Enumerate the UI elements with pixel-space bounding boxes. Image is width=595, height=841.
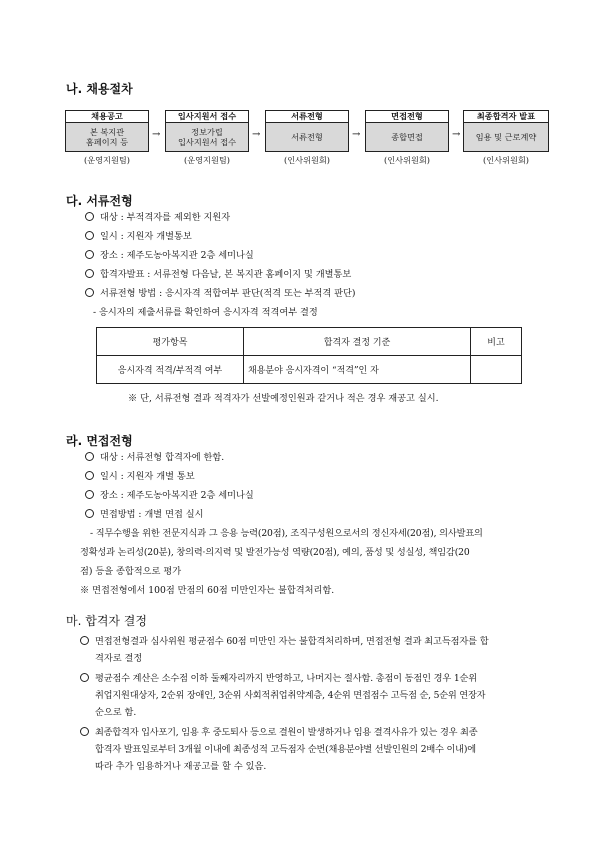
detail-line: - 직무수행을 위한 전문지식과 그 응용 능력(20점), 조직구성원으로서의 정신자세(20점), 의사발표의 — [90, 528, 483, 539]
list-item-text: 일시 : 지원자 개별 통보 — [100, 471, 195, 482]
list-item-text: 일시 : 지원자 개별통보 — [100, 231, 192, 242]
step-body-line: 임용 및 근로계약 — [475, 132, 537, 142]
note-text: ※ 단, 서류전형 결과 적격자가 선발예정인원과 같거나 적은 경우 재공고 실시. — [128, 393, 439, 404]
step-body — [65, 123, 149, 152]
table-row — [97, 356, 522, 384]
step-head: 입사지원서 접수 — [165, 110, 249, 123]
step-body-line: 종합면접 — [391, 132, 423, 142]
list-item-text: 장소 : 제주도농아복지관 2층 세미나실 — [100, 250, 254, 261]
arrow-icon: → — [152, 129, 161, 140]
arrow-icon: → — [252, 129, 261, 140]
list-item — [85, 268, 351, 281]
circle-bullet-icon — [85, 509, 94, 518]
table-header-cell: 비고 — [471, 328, 522, 356]
step-head: 서류전형 — [265, 110, 349, 123]
arrow-icon: → — [352, 129, 361, 140]
process-step-application — [165, 110, 249, 166]
list-item — [85, 230, 192, 243]
step-owner: (운영지원팀) — [84, 155, 130, 165]
detail-line: 정확성과 논리성(20분), 창의력·의지력 및 발전가능성 역량(20점), 예의, 품성 및 성실성, 책임감(20 — [80, 547, 470, 558]
step-body-line: 정보가립 — [191, 127, 223, 137]
circle-bullet-icon — [85, 231, 94, 240]
table-header-row — [97, 328, 522, 356]
note-text: ※ 면접전형에서 100점 만점의 60점 미만인자는 불합격처리함. — [80, 585, 335, 596]
step-owner: (인사위원회) — [384, 155, 430, 165]
list-item-text: 면접방법 : 개별 면접 실시 — [100, 509, 204, 520]
list-item-text: 면접전형결과 심사위원 평균점수 60점 미만인 자는 불합격처리하며, 면접전형 결과 최고득점자를 합 — [95, 636, 489, 647]
list-item-text: 대상 : 부적격자를 제외한 지원자 — [100, 212, 231, 223]
list-item — [85, 508, 204, 521]
list-item — [85, 489, 254, 502]
list-item — [85, 470, 195, 483]
circle-bullet-icon — [80, 673, 89, 682]
table-header-cell: 평가항목 — [97, 328, 244, 356]
section-title-document-screening: 다. 서류전형 — [66, 194, 133, 208]
process-step-interview — [365, 110, 449, 166]
step-body-line: 서류전형 — [291, 132, 323, 142]
list-item-text: 장소 : 제주도농아복지관 2층 세미나실 — [100, 490, 254, 501]
list-item — [80, 724, 550, 775]
list-item — [85, 249, 254, 262]
table-cell: 채용분야 응시자격이 “적격”인 자 — [244, 356, 471, 384]
list-item-text: 합격자발표 : 서류전형 다음날, 본 복지관 홈페이지 및 개별통보 — [100, 269, 352, 280]
step-body — [365, 123, 449, 152]
step-head: 채용공고 — [65, 110, 149, 123]
list-item-text: 합격자 발표일로부터 3개월 이내에 최종성적 고득점자 순번(채용분야별 선발인원의 2배수 이내)에 — [95, 744, 476, 755]
list-item — [85, 211, 230, 224]
section-title-recruitment-process: 나. 채용절차 — [66, 82, 133, 96]
list-item-text: 따라 추가 임용하거나 재공고를 할 수 있음. — [95, 761, 267, 772]
list-item-text: 서류전형 방법 : 응시자격 적합여부 판단(적격 또는 부적격 판단) — [100, 288, 356, 299]
step-body — [463, 123, 549, 152]
list-item-text: 평균점수 계산은 소수점 이하 둘째자리까지 반영하고, 나머지는 절사함. 총점이 동점인 경우 1순위 — [95, 673, 477, 684]
sub-item: - 응시자의 제출서류를 확인하여 응시자격 적격여부 결정 — [93, 307, 318, 318]
table-cell: 응시자격 적격/부적격 여부 — [97, 356, 244, 384]
list-item — [85, 287, 356, 300]
list-item — [85, 451, 224, 464]
circle-bullet-icon — [85, 250, 94, 259]
list-item-text: 대상 : 서류전형 합격자에 한함. — [100, 452, 225, 463]
section-title-interview: 라. 면접전형 — [66, 434, 133, 448]
step-body-line: 본 복지관 — [89, 127, 125, 137]
table-header-cell: 합격자 결정 기준 — [244, 328, 471, 356]
step-body — [265, 123, 349, 152]
step-owner: (인사위원회) — [284, 155, 330, 165]
step-owner: (인사위원회) — [483, 155, 529, 165]
circle-bullet-icon — [85, 269, 94, 278]
step-owner: (운영지원팀) — [184, 155, 230, 165]
circle-bullet-icon — [85, 212, 94, 221]
step-head: 최종합격자 발표 — [463, 110, 549, 123]
step-body-line: 입사지원서 접수 — [178, 137, 236, 147]
list-item — [80, 670, 550, 721]
arrow-icon: → — [452, 129, 461, 140]
list-item-text: 순으로 함. — [95, 707, 137, 718]
process-step-final-announcement — [463, 110, 549, 166]
circle-bullet-icon — [85, 288, 94, 297]
step-body-line: 홈페이지 등 — [85, 137, 129, 147]
step-body — [165, 123, 249, 152]
table-cell — [471, 356, 522, 384]
list-item — [80, 633, 550, 667]
evaluation-table — [96, 327, 522, 384]
circle-bullet-icon — [85, 490, 94, 499]
circle-bullet-icon — [80, 727, 89, 736]
list-item-text: 최종합격자 입사포기, 임용 후 중도퇴사 등으로 결원이 발생하거나 임용 결격사유가 있는 경우 최종 — [95, 727, 478, 738]
detail-line: 점) 등을 종합적으로 평가 — [80, 566, 182, 577]
list-item-text: 취업지원대상자, 2순위 장애인, 3순위 사회적취업취약계층, 4순위 면접점수 고득점 순, 5순위 연장자 — [95, 690, 486, 701]
circle-bullet-icon — [85, 471, 94, 480]
list-item-text: 격자로 결정 — [95, 653, 143, 664]
section-title-final-decision: 마. 합격자 결정 — [66, 614, 147, 628]
circle-bullet-icon — [85, 452, 94, 461]
step-head: 면접전형 — [365, 110, 449, 123]
circle-bullet-icon — [80, 636, 89, 645]
process-step-announcement — [65, 110, 149, 166]
process-step-document-screening — [265, 110, 349, 166]
